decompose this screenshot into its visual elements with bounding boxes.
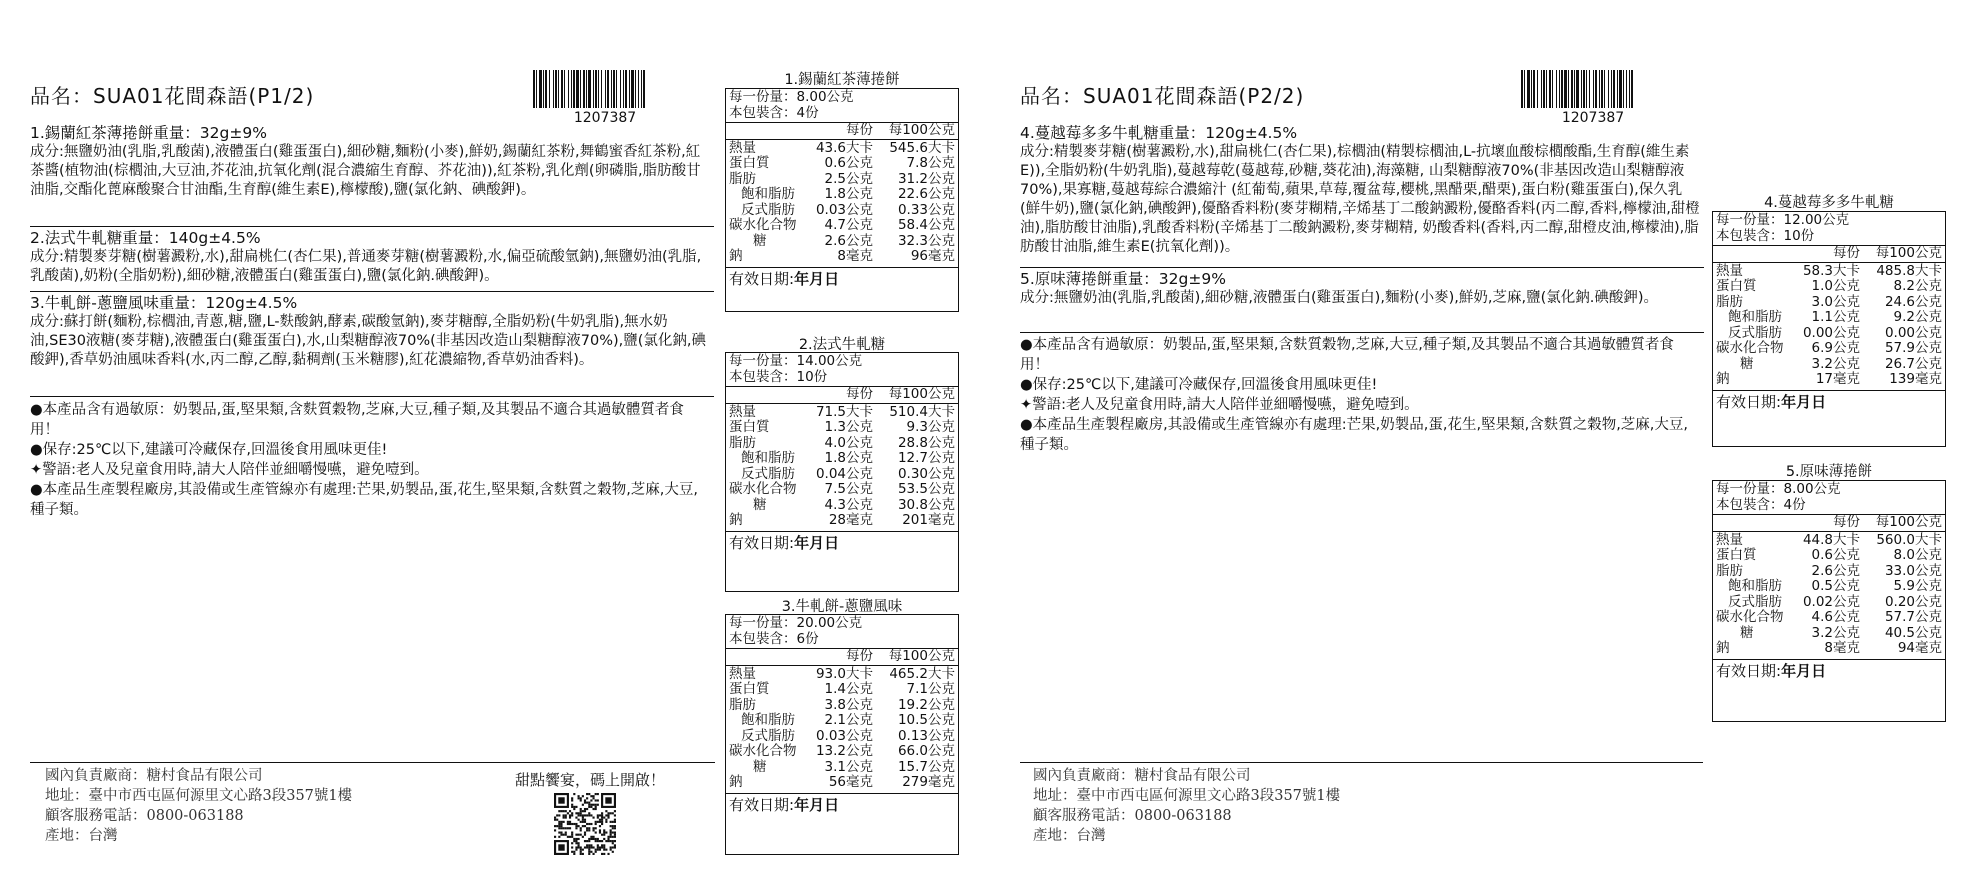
per-100g-value: 28.8公克 — [897, 434, 955, 451]
col-per-100g: 每100公克 — [888, 122, 955, 138]
nutrient-name: 蛋白質 — [1716, 278, 1757, 294]
per-serving-value: 4.6公克 — [1811, 609, 1860, 625]
nutrient-name: 反式脂肪 — [1728, 593, 1782, 610]
nutrient-name: 反式脂肪 — [741, 201, 795, 218]
barcode — [533, 70, 679, 108]
origin: 產地：台灣 — [1033, 828, 1106, 844]
footer-divider — [1020, 762, 1703, 763]
nutrition-table-title: 5.原味薄捲餅 — [1785, 464, 1873, 480]
nutrient-rows — [1713, 263, 1945, 391]
section-heading: 1.錫蘭紅茶薄捲餅重量：32g±9% — [30, 124, 267, 142]
section-2 — [30, 229, 710, 286]
nutrient-row — [1716, 264, 1945, 280]
per-serving-value: 58.3大卡 — [1802, 262, 1860, 279]
per-serving-value: 8毫克 — [837, 248, 873, 264]
serving-size: 每一份量：20.00公克 — [729, 615, 863, 631]
warning-note: ✦警語:老人及兒童食用時,請大人陪伴並細嚼慢嚥，避免噎到。 — [1020, 397, 1419, 413]
per-100g-value: 9.2公克 — [1893, 309, 1942, 325]
section-3 — [30, 294, 710, 370]
nutrient-name: 蛋白質 — [729, 681, 770, 697]
per-100g-value: 279毫克 — [902, 774, 955, 790]
column-header — [726, 387, 958, 404]
nutrient-name: 飽和脂肪 — [741, 712, 795, 728]
nutrient-name: 糖 — [1740, 355, 1754, 372]
per-100g-value: 0.20公克 — [1884, 593, 1942, 610]
serving-size: 每一份量：12.00公克 — [1716, 212, 1850, 228]
divider — [30, 396, 714, 397]
nutrient-row — [1716, 548, 1945, 564]
distributor: 國內負責廠商：糖村食品有限公司 — [45, 768, 263, 784]
section-heading: 3.牛軋餅-蔥鹽風味重量：120g±4.5% — [30, 294, 298, 312]
per-serving-value: 3.1公克 — [824, 758, 873, 775]
per-100g-value: 26.7公克 — [1884, 355, 1942, 372]
per-100g-value: 57.9公克 — [1884, 340, 1942, 356]
column-header — [1713, 515, 1945, 532]
expiry-value: 年月日 — [1781, 392, 1827, 411]
per-100g-value: 545.6大卡 — [889, 139, 955, 156]
per-serving-value: 0.04公克 — [815, 465, 873, 482]
per-serving-value: 4.3公克 — [824, 496, 873, 513]
nutrient-row — [1716, 310, 1945, 326]
nutrient-row — [729, 713, 958, 729]
nutrient-row — [729, 172, 958, 188]
per-serving-value: 0.6公克 — [824, 155, 873, 171]
nutrient-name: 飽和脂肪 — [741, 186, 795, 202]
per-100g-value: 139毫克 — [1889, 371, 1942, 387]
per-serving-value: 1.0公克 — [1811, 278, 1860, 294]
per-serving-value: 17毫克 — [1815, 371, 1860, 387]
section-1 — [30, 124, 710, 200]
nutrient-name: 蛋白質 — [729, 155, 770, 171]
col-per-100g: 每100公克 — [888, 386, 955, 402]
per-serving-value: 43.6大卡 — [815, 139, 873, 156]
nutrient-row — [729, 203, 958, 219]
notes — [30, 400, 710, 520]
col-per-serving: 每份 — [846, 648, 873, 664]
per-serving-value: 0.6公克 — [1811, 547, 1860, 563]
col-per-100g: 每100公克 — [1875, 245, 1942, 261]
nutrient-row — [729, 482, 958, 498]
nutrient-name: 碳水化合物 — [729, 481, 797, 497]
nutrient-row — [1716, 626, 1945, 642]
phone: 顧客服務電話：0800-063188 — [45, 808, 244, 824]
expiry-date — [726, 268, 958, 292]
nutrient-name: 飽和脂肪 — [1728, 578, 1782, 594]
per-serving-value: 1.4公克 — [824, 681, 873, 697]
nutrient-name: 鈉 — [729, 248, 743, 264]
per-100g-value: 9.3公克 — [906, 419, 955, 435]
nutrient-row — [729, 467, 958, 483]
col-per-serving: 每份 — [1833, 514, 1860, 530]
per-serving-value: 4.7公克 — [824, 217, 873, 233]
nutrient-name: 反式脂肪 — [741, 465, 795, 482]
servings-per-package: 本包裝含：4份 — [1716, 496, 1806, 513]
per-serving-value: 4.0公克 — [824, 434, 873, 451]
nutrient-name: 碳水化合物 — [1716, 609, 1784, 625]
nutrient-name: 鈉 — [1716, 371, 1730, 387]
per-100g-value: 22.6公克 — [897, 186, 955, 202]
nutrient-name: 脂肪 — [729, 434, 756, 451]
nutrition-table-title: 4.蔓越莓多多牛軋糖 — [1764, 195, 1894, 211]
per-100g-value: 94毫克 — [1897, 640, 1942, 656]
serving-info — [726, 615, 958, 649]
barcode-number: 1207387 — [1561, 110, 1625, 126]
origin: 產地：台灣 — [45, 828, 118, 844]
nutrient-name: 熱量 — [729, 665, 756, 682]
footer-p1 — [45, 766, 352, 846]
expiry-label: 有效日期: — [729, 269, 795, 288]
nutrient-row — [729, 729, 958, 745]
section-5 — [1020, 270, 1700, 308]
expiry-label: 有效日期: — [729, 533, 795, 552]
nutrient-row — [1716, 579, 1945, 595]
per-100g-value: 32.3公克 — [897, 232, 955, 249]
notes — [1020, 335, 1700, 455]
col-per-100g: 每100公克 — [888, 648, 955, 664]
expiry-label: 有效日期: — [1716, 392, 1782, 411]
expiry-label: 有效日期: — [729, 795, 795, 814]
per-serving-value: 6.9公克 — [1811, 340, 1860, 356]
nutrient-row — [729, 405, 958, 421]
per-100g-value: 15.7公克 — [897, 758, 955, 775]
expiry-label: 有效日期: — [1716, 661, 1782, 680]
divider — [1020, 332, 1704, 333]
nutrient-row — [729, 249, 958, 265]
nutrient-name: 反式脂肪 — [1728, 324, 1782, 341]
per-100g-value: 40.5公克 — [1884, 624, 1942, 641]
per-serving-value: 0.03公克 — [815, 727, 873, 744]
serving-info — [1713, 481, 1945, 515]
column-header — [1713, 246, 1945, 263]
per-serving-value: 0.00公克 — [1802, 324, 1860, 341]
phone: 顧客服務電話：0800-063188 — [1033, 808, 1232, 824]
servings-per-package: 本包裝含：4份 — [729, 104, 819, 121]
section-ingredients: 成分:精製麥芽糖(樹薯澱粉,水),甜扁桃仁(杏仁果),普通麥芽糖(樹薯澱粉,水,偏亞硫酸氫鈉),無鹽奶油(乳脂,乳酸菌),奶粉(全脂奶粉),細砂糖,液體蛋白(雞蛋蛋白),鹽(氯化鈉.碘酸鉀)。 — [30, 249, 702, 284]
section-heading: 2.法式牛軋糖重量：140g±4.5% — [30, 229, 261, 247]
nutrient-rows — [726, 140, 958, 268]
storage-note: ●保存:25℃以下,建議可冷藏保存,回溫後食用風味更佳! — [1020, 377, 1378, 393]
nutrient-name: 蛋白質 — [1716, 547, 1757, 563]
nutrient-name: 脂肪 — [1716, 293, 1743, 310]
nutrition-table — [1712, 211, 1946, 447]
section-ingredients: 成分:無鹽奶油(乳脂,乳酸菌),細砂糖,液體蛋白(雞蛋蛋白),麵粉(小麥),鮮奶,芝麻,鹽(氯化鈉.碘酸鉀)。 — [1020, 290, 1659, 306]
nutrient-row — [729, 218, 958, 234]
page2-title: 品名：SUA01花間森語(P2/2) — [1020, 84, 1305, 108]
nutrient-name: 脂肪 — [729, 696, 756, 713]
nutrient-row — [729, 156, 958, 172]
barcode — [1521, 70, 1667, 108]
section-ingredients: 成分:蘇打餅(麵粉,棕櫚油,青蔥,糖,鹽,L-麩酸鈉,酵素,碳酸氫鈉),麥芽糖醇,全脂奶粉(牛奶乳脂),無水奶油,SE30液糖(麥芽糖),液體蛋白(雞蛋蛋白),水,山梨糖醇液70%(非基因改造山梨糖醇液70%),鹽(氯化鈉,碘酸鉀),香草奶油風味香料(水,丙二醇,乙醇,黏稠劑(玉米糖膠),紅花濃縮物,香草奶油香料)。 — [30, 314, 707, 368]
nutrient-row — [729, 498, 958, 514]
divider — [30, 226, 714, 227]
per-serving-value: 3.2公克 — [1811, 624, 1860, 641]
per-serving-value: 2.6公克 — [1811, 562, 1860, 579]
divider — [30, 291, 714, 292]
nutrition-table — [725, 614, 959, 855]
barcode-number: 1207387 — [573, 110, 637, 126]
nutrient-row — [729, 667, 958, 683]
nutrient-row — [1716, 610, 1945, 626]
per-100g-value: 30.8公克 — [897, 496, 955, 513]
nutrient-name: 鈉 — [729, 512, 743, 528]
section-ingredients: 成分:精製麥芽糖(樹薯澱粉,水),甜扁桃仁(杏仁果),棕櫚油(精製棕櫚油,L-抗壞血酸棕櫚酸酯,生育醇(維生素E)),全脂奶粉(牛奶乳脂),蔓越莓乾(蔓越莓,砂糖,葵花油),海藻糖, 山梨糖醇液70%(非基因改造山梨糖醇液70%),果寡糖,蔓越莓綜合濃縮汁 (紅葡萄,蘋果,草莓,覆盆莓,櫻桃,黑醋栗,醋栗),蛋白粉(雞蛋蛋白),保久乳(鮮牛奶),鹽(氯化鈉,碘酸鉀),優酪香料粉(麥芽糊精,辛烯基丁二酸鈉澱粉,優酪香料(丙二醇,香料,檸檬油,甜橙油),脂肪酸甘油脂),乳酸香料粉(辛烯基丁二酸鈉澱粉,麥芽糊精, 奶酸香料(香料,丙二醇,甜橙皮油,檸檬油),脂肪酸甘油脂,維生素E(抗氧化劑))。 — [1020, 144, 1700, 255]
warning-note: ✦警語:老人及兒童食用時,請大人陪伴並細嚼慢嚥，避免噎到。 — [30, 462, 429, 478]
nutrient-row — [729, 744, 958, 760]
nutrient-row — [1716, 641, 1945, 657]
nutrient-row — [729, 420, 958, 436]
nutrient-name: 糖 — [753, 232, 767, 249]
divider — [1020, 267, 1704, 268]
per-serving-value: 1.8公克 — [824, 450, 873, 466]
per-serving-value: 44.8大卡 — [1802, 531, 1860, 548]
nutrient-name: 糖 — [753, 758, 767, 775]
per-100g-value: 19.2公克 — [897, 696, 955, 713]
nutrient-row — [729, 141, 958, 157]
per-100g-value: 10.5公克 — [897, 712, 955, 728]
section-heading: 4.蔓越莓多多牛軋糖重量：120g±4.5% — [1020, 124, 1298, 142]
per-100g-value: 31.2公克 — [897, 170, 955, 187]
nutrient-row — [729, 513, 958, 529]
expiry-date — [1713, 660, 1945, 684]
per-100g-value: 5.9公克 — [1893, 578, 1942, 594]
nutrient-row — [1716, 295, 1945, 311]
per-100g-value: 485.8大卡 — [1876, 262, 1942, 279]
per-serving-value: 8毫克 — [1824, 640, 1860, 656]
per-100g-value: 12.7公克 — [897, 450, 955, 466]
servings-per-package: 本包裝含：6份 — [729, 630, 819, 647]
serving-info — [726, 89, 958, 123]
nutrient-row — [1716, 564, 1945, 580]
nutrient-row — [729, 760, 958, 776]
serving-size: 每一份量：8.00公克 — [729, 89, 854, 105]
serving-size: 每一份量：14.00公克 — [729, 353, 863, 369]
nutrient-name: 飽和脂肪 — [1728, 309, 1782, 325]
per-100g-value: 66.0公克 — [897, 743, 955, 759]
serving-info — [1713, 212, 1945, 246]
section-ingredients: 成分:無鹽奶油(乳脂,乳酸菌),液體蛋白(雞蛋蛋白),細砂糖,麵粉(小麥),鮮奶,錫蘭紅茶粉,舞鶴蜜香紅茶粉,紅茶醬(植物油(棕櫚油,大豆油,芥花油,抗氧化劑(混合濃縮生育醇、芥花油)),紅茶粉,乳化劑(卵磷脂,脂肪酸甘油脂,交酯化蓖麻酸聚合甘油酯,生育醇(維生素E),檸檬酸),鹽(氯化鈉、碘酸鉀)。 — [30, 144, 701, 198]
per-serving-value: 2.5公克 — [824, 170, 873, 187]
per-serving-value: 1.1公克 — [1811, 309, 1860, 325]
per-100g-value: 0.33公克 — [897, 201, 955, 218]
nutrient-row — [729, 698, 958, 714]
per-100g-value: 510.4大卡 — [889, 403, 955, 420]
expiry-value: 年月日 — [794, 533, 840, 552]
servings-per-package: 本包裝含：10份 — [1716, 227, 1815, 244]
per-serving-value: 1.3公克 — [824, 419, 873, 435]
nutrient-name: 糖 — [1740, 624, 1754, 641]
per-serving-value: 71.5大卡 — [815, 403, 873, 420]
per-serving-value: 2.1公克 — [824, 712, 873, 728]
per-100g-value: 0.13公克 — [897, 727, 955, 744]
per-100g-value: 96毫克 — [910, 248, 955, 264]
nutrient-row — [1716, 533, 1945, 549]
nutrient-row — [1716, 326, 1945, 342]
page1-title: 品名：SUA01花間森語(P1/2) — [30, 84, 315, 108]
facility-note: ●本產品生產製程廠房,其設備或生產管線亦有處理:芒果,奶製品,蛋,花生,堅果類,含麩質之穀物,芝麻,大豆,種子類。 — [30, 482, 699, 518]
expiry-value: 年月日 — [1781, 661, 1827, 680]
nutrient-rows — [726, 404, 958, 532]
col-per-100g: 每100公克 — [1875, 514, 1942, 530]
nutrient-name: 熱量 — [729, 139, 756, 156]
per-serving-value: 0.5公克 — [1811, 578, 1860, 594]
nutrition-table — [1712, 480, 1946, 722]
nutrient-row — [729, 187, 958, 203]
address: 地址：臺中市西屯區何源里文心路3段357號1樓 — [45, 788, 353, 804]
footer-divider — [30, 762, 715, 763]
per-serving-value: 1.8公克 — [824, 186, 873, 202]
nutrition-table-title: 1.錫蘭紅茶薄捲餅 — [784, 72, 900, 88]
nutrient-name: 脂肪 — [729, 170, 756, 187]
slogan: 甜點饗宴，碼上開啟！ — [515, 771, 666, 789]
nutrient-name: 飽和脂肪 — [741, 450, 795, 466]
expiry-value: 年月日 — [794, 269, 840, 288]
per-100g-value: 0.30公克 — [897, 465, 955, 482]
col-per-serving: 每份 — [846, 122, 873, 138]
per-serving-value: 93.0大卡 — [815, 665, 873, 682]
expiry-date — [726, 794, 958, 818]
serving-info — [726, 353, 958, 387]
nutrient-name: 脂肪 — [1716, 562, 1743, 579]
nutrient-row — [1716, 372, 1945, 388]
per-100g-value: 560.0大卡 — [1876, 531, 1942, 548]
col-per-serving: 每份 — [1833, 245, 1860, 261]
per-100g-value: 8.2公克 — [1893, 278, 1942, 294]
per-100g-value: 201毫克 — [902, 512, 955, 528]
per-serving-value: 0.03公克 — [815, 201, 873, 218]
nutrient-name: 反式脂肪 — [741, 727, 795, 744]
allergen-note: ●本產品含有過敏原：奶製品,蛋,堅果類,含麩質穀物,芝麻,大豆,種子類,及其製品不適合其過敏體質者食用！ — [30, 402, 684, 438]
column-header — [726, 649, 958, 666]
section-4 — [1020, 124, 1700, 257]
distributor: 國內負責廠商：糖村食品有限公司 — [1033, 768, 1251, 784]
nutrient-name: 蛋白質 — [729, 419, 770, 435]
expiry-value: 年月日 — [794, 795, 840, 814]
nutrient-row — [1716, 341, 1945, 357]
per-100g-value: 58.4公克 — [897, 217, 955, 233]
column-header — [726, 123, 958, 140]
nutrition-table — [725, 88, 959, 312]
per-100g-value: 0.00公克 — [1884, 324, 1942, 341]
nutrition-table-title: 3.牛軋餅-蔥鹽風味 — [781, 599, 903, 615]
facility-note: ●本產品生產製程廠房,其設備或生產管線亦有處理:芒果,奶製品,蛋,花生,堅果類,含麩質之穀物,芝麻,大豆,種子類。 — [1020, 417, 1689, 453]
per-100g-value: 7.1公克 — [906, 681, 955, 697]
nutrient-row — [1716, 595, 1945, 611]
storage-note: ●保存:25℃以下,建議可冷藏保存,回溫後食用風味更佳! — [30, 442, 388, 458]
per-serving-value: 2.6公克 — [824, 232, 873, 249]
nutrient-name: 碳水化合物 — [729, 743, 797, 759]
nutrient-name: 碳水化合物 — [729, 217, 797, 233]
per-serving-value: 28毫克 — [828, 512, 873, 528]
nutrient-name: 糖 — [753, 496, 767, 513]
nutrition-table — [725, 352, 959, 592]
nutrient-row — [1716, 279, 1945, 295]
per-serving-value: 0.02公克 — [1802, 593, 1860, 610]
nutrient-name: 碳水化合物 — [1716, 340, 1784, 356]
expiry-date — [1713, 391, 1945, 415]
nutrition-table-title: 2.法式牛軋糖 — [798, 337, 886, 353]
servings-per-package: 本包裝含：10份 — [729, 368, 828, 385]
per-serving-value: 7.5公克 — [824, 481, 873, 497]
per-100g-value: 24.6公克 — [1884, 293, 1942, 310]
allergen-note: ●本產品含有過敏原：奶製品,蛋,堅果類,含麩質穀物,芝麻,大豆,種子類,及其製品不適合其過敏體質者食用！ — [1020, 337, 1674, 373]
nutrient-name: 熱量 — [729, 403, 756, 420]
expiry-date — [726, 532, 958, 556]
footer-p2 — [1033, 766, 1340, 846]
nutrient-row — [729, 436, 958, 452]
per-100g-value: 465.2大卡 — [889, 665, 955, 682]
nutrient-row — [729, 775, 958, 791]
nutrient-name: 鈉 — [729, 774, 743, 790]
per-serving-value: 3.2公克 — [1811, 355, 1860, 372]
nutrient-row — [1716, 357, 1945, 373]
per-serving-value: 13.2公克 — [815, 743, 873, 759]
nutrient-name: 熱量 — [1716, 262, 1743, 279]
per-serving-value: 56毫克 — [828, 774, 873, 790]
nutrient-row — [729, 682, 958, 698]
per-100g-value: 33.0公克 — [1884, 562, 1942, 579]
nutrient-rows — [726, 666, 958, 794]
per-100g-value: 57.7公克 — [1884, 609, 1942, 625]
serving-size: 每一份量：8.00公克 — [1716, 481, 1841, 497]
col-per-serving: 每份 — [846, 386, 873, 402]
nutrient-name: 熱量 — [1716, 531, 1743, 548]
per-100g-value: 53.5公克 — [897, 481, 955, 497]
per-100g-value: 7.8公克 — [906, 155, 955, 171]
nutrient-row — [729, 234, 958, 250]
nutrient-name: 鈉 — [1716, 640, 1730, 656]
per-100g-value: 8.0公克 — [1893, 547, 1942, 563]
qr-code-icon[interactable] — [554, 793, 616, 855]
per-serving-value: 3.0公克 — [1811, 293, 1860, 310]
nutrient-row — [729, 451, 958, 467]
section-heading: 5.原味薄捲餅重量：32g±9% — [1020, 270, 1226, 288]
nutrient-rows — [1713, 532, 1945, 660]
per-serving-value: 3.8公克 — [824, 696, 873, 713]
address: 地址：臺中市西屯區何源里文心路3段357號1樓 — [1033, 788, 1341, 804]
